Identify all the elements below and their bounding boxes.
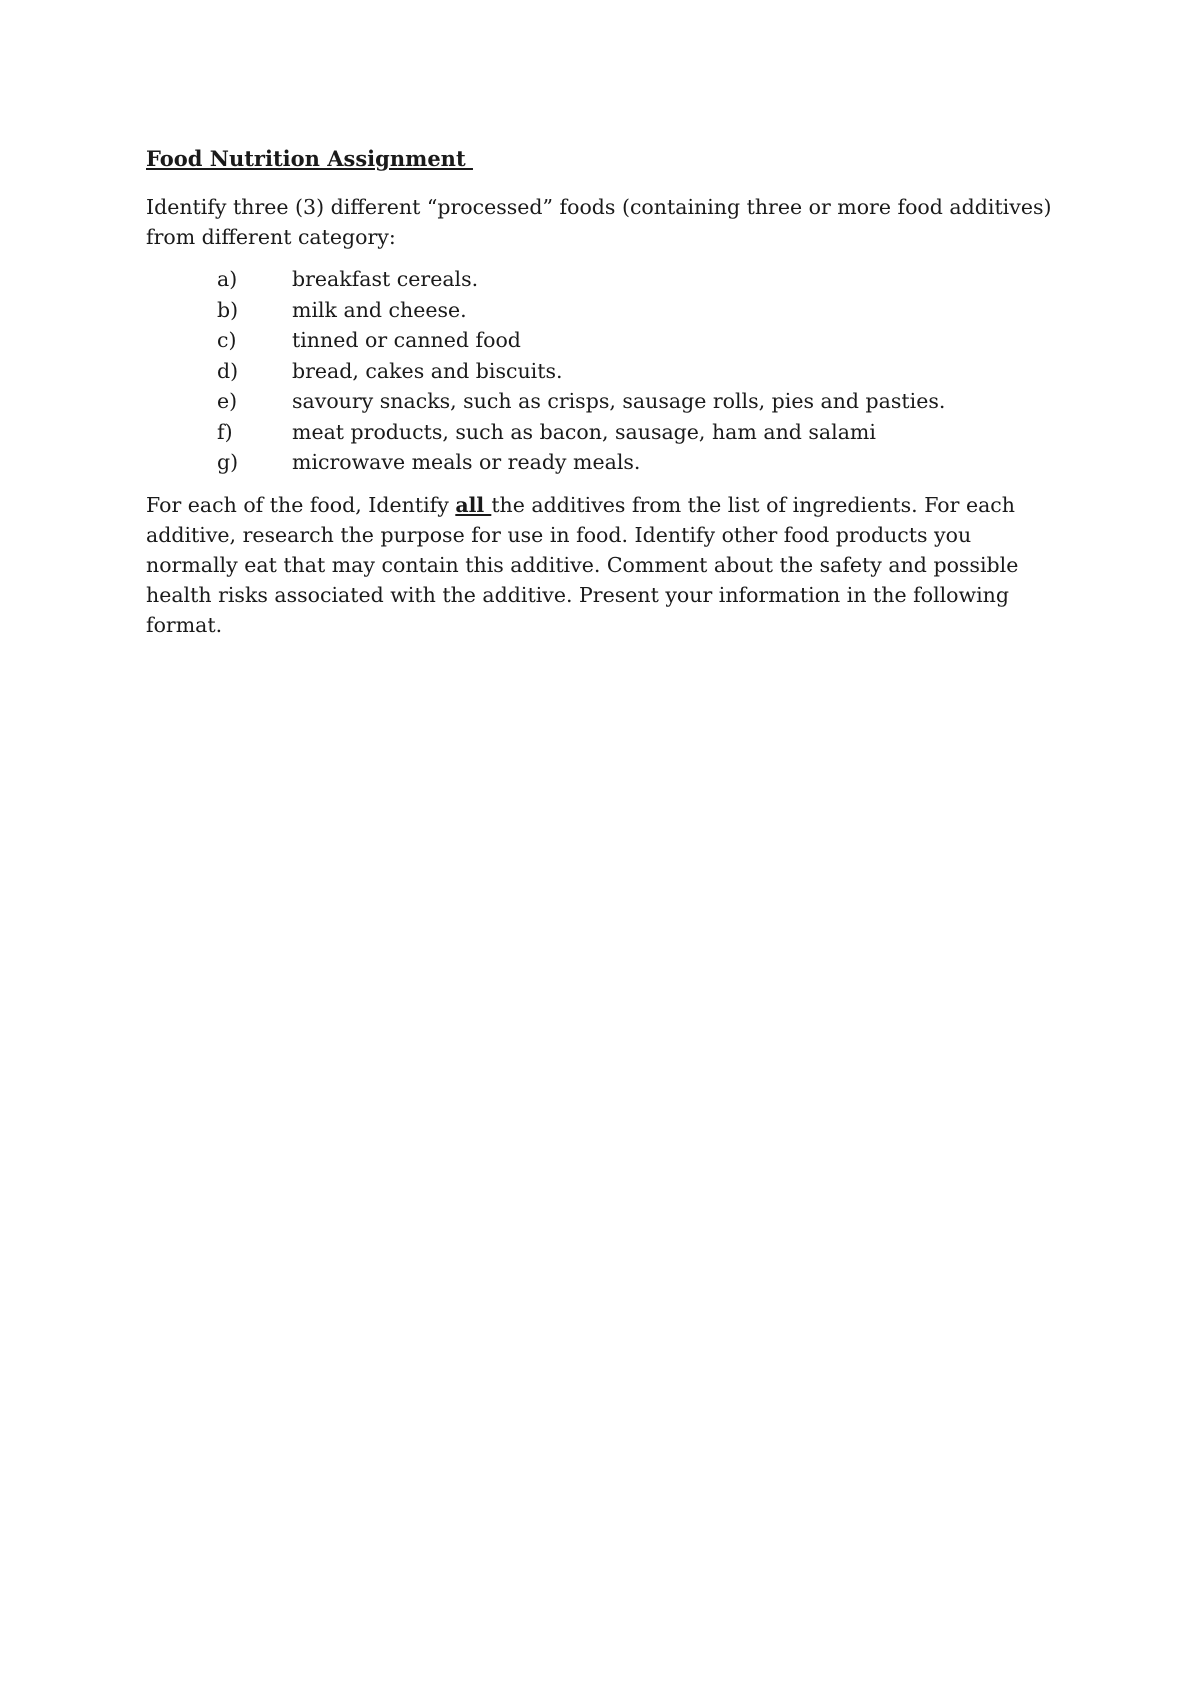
list-item-text: savoury snacks, such as crisps, sausage rolls, pies and pasties. (292, 389, 946, 413)
list-marker: b) (217, 297, 239, 322)
list-item-text: tinned or canned food (292, 328, 521, 352)
list-item (146, 325, 1066, 356)
list-marker: e) (217, 389, 238, 413)
instructions-text-before: For each of the food, Identify (146, 492, 456, 517)
instructions-paragraph (146, 490, 1066, 640)
list-item (146, 264, 1066, 295)
list-marker: d) (217, 358, 239, 383)
document-body (146, 143, 1066, 652)
list-item (146, 447, 1066, 478)
list-item-text: microwave meals or ready meals. (292, 450, 641, 474)
list-item-text: meat products, such as bacon, sausage, ham and salami (292, 419, 876, 444)
list-item (146, 417, 1066, 448)
list-item-text: milk and cheese. (292, 297, 467, 322)
document-title: Food Nutrition Assignment (146, 146, 473, 171)
list-item (146, 386, 1066, 417)
list-marker: a) (217, 267, 238, 291)
list-marker: c) (217, 328, 237, 352)
instructions-text-after: the additives from the list of ingredients. For each additive, research the purpose for use in food. Identify other food products you normally eat that may contain this additive. Comment about the safety and possible health risks associated with the additive. Present your information in the following format. (146, 492, 1019, 637)
intro-paragraph: Identify three (3) different “processed” foods (containing three or more food additives) from different category: (146, 195, 1052, 249)
list-item-text: bread, cakes and biscuits. (292, 358, 563, 383)
instructions-emphasis: all (455, 492, 492, 517)
list-item-text: breakfast cereals. (292, 267, 479, 291)
category-list (146, 264, 1066, 478)
list-item (146, 356, 1066, 387)
list-marker: f) (217, 419, 233, 444)
list-item (146, 295, 1066, 326)
list-marker: g) (217, 450, 239, 474)
